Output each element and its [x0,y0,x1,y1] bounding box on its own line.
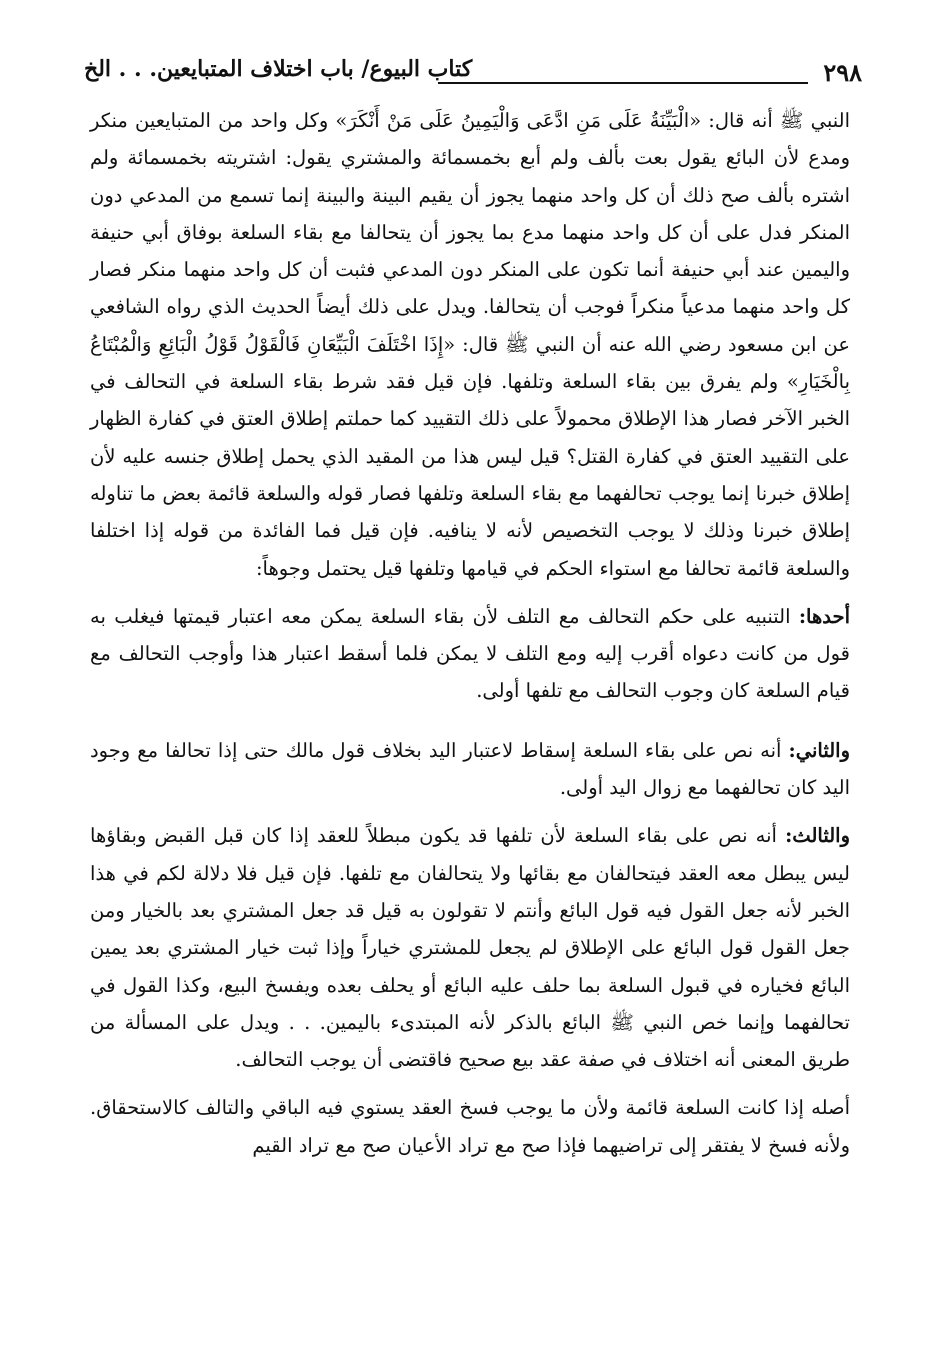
paragraph-3-lead: والثاني: [788,738,850,762]
paragraph-4-text: أنه نص على بقاء السلعة لأن تلفها قد يكون مبطلاً للعقد إذا كان قبل القبض وبقاؤها ليس يبطل معه العقد فيتحالفان مع بقائها ولا يتحالفان مع تلفها. فإن قيل فلا دلالة لكم في هذا الخبر لأنه جعل القول فيه قول البائع وأنتم لا تقولون به قيل قد جعل المشتري بعد بالخيار ومن جعل القول قول البائع على الإطلاق لم يجعل للمشتري خياراً وإذا ثبت خيار المشتري بعد يمين البائع فخياره في قبول السلعة بما حلف عليه البائع أو يحلف بعده ويفسخ البيع، وكذا القول في تحالفهما وإنما خص النبي ﷺ البائع بالذكر لأنه المبتدىء باليمين. . . ويدل على المسألة من طريق المعنى أنه اختلاف في صفة عقد بيع صحيح فاقتضى أن يوجب التحالف. [90,824,850,1072]
paragraph-4-lead: والثالث: [785,824,850,848]
paragraph-gap [90,587,850,598]
paragraph-gap [90,1078,850,1089]
paragraph-2-text: التنبيه على حكم التحالف مع التلف لأن بقاء السلعة يمكن معه اعتبار قيمتها فيغلب به قول من كانت دعواه أقرب إليه ومع التلف لا يمكن فلما أسقط اعتبار هذا وأوجب التحالف مع قيام السلعة كان وجوب التحالف مع تلفها أولى. [90,604,850,703]
page-body [90,102,850,1164]
header-rule [438,82,808,84]
page-header [84,54,862,94]
page-number: ٢٩٨ [823,58,862,87]
paragraph-3 [90,732,850,807]
paragraph-5: أصله إذا كانت السلعة قائمة ولأن ما يوجب فسخ العقد يستوي فيه الباقي والتالف كالاستحقاق. ولأنه فسخ لا يفتقر إلى تراضيهما فإذا صح مع تراد الأعيان صح مع تراد القيم [90,1096,850,1157]
paragraph-gap [90,710,850,732]
paragraph-2 [90,598,850,710]
running-title: كتاب البيوع/ باب اختلاف المتبايعين. . . الخ [84,56,473,82]
paragraph-2-lead: أحدها: [798,604,850,628]
paragraph-gap [90,806,850,817]
paragraph-1: النبي ﷺ أنه قال: «الْبَيِّنَةُ عَلَى مَنِ ادَّعَى وَالْيَمِينُ عَلَى مَنْ أَنْكَرَ» وكل واحد من المتبايعين منكر ومدع لأن البائع يقول بعت بألف ولم أبع بخمسمائة والمشتري يقول: اشتريته بخمسمائة ولم اشتره بألف صح ذلك أن كل واحد منهما يجوز أن يقيم البينة والبينة إنما تسمع من المدعي دون المنكر فدل على أن كل واحد منهما مدع بما يجوز أن يتحالفا مع بقاء السلعة بوفاق أبي حنيفة واليمين عند أبي حنيفة أنما تكون على المنكر دون المدعي فثبت أن كل واحد منهما منكر فصار كل واحد منهما مدعياً منكراً فوجب أن يتحالفا. ويدل على ذلك أيضاً الحديث الذي رواه الشافعي عن ابن مسعود رضي الله عنه أن النبي ﷺ قال: «إِذَا اخْتَلَفَ الْبَيِّعَانِ فَالْقَوْلُ قَوْلُ الْبَائِعِ وَالْمُبْتَاعُ بِالْخَيَارِ» ولم يفرق بين بقاء السلعة وتلفها. فإن قيل فقد شرط بقاء السلعة في التحالف في الخبر الآخر فصار هذا الإطلاق محمولاً على ذلك التقييد كما حملتم إطلاق العتق في كفارة الظهار على التقييد العتق في كفارة القتل؟ قيل ليس هذا من المقيد الذي يحمل إطلاق جنسه عليه لأن إطلاق خبرنا إنما يوجب تحالفهما مع بقاء السلعة وتلفها فصار قوله والسلعة قائمة بعض ما تناوله إطلاق خبرنا وذلك لا يوجب التخصيص لأنه لا ينافيه. فإن قيل فما الفائدة من قوله إذا اختلفا والسلعة قائمة تحالفا مع استواء الحكم في قيامها وتلفها قيل يحتمل وجوهاً: [90,109,850,580]
paragraph-3-text: أنه نص على بقاء السلعة إسقاط لاعتبار اليد بخلاف قول مالك حتى إذا تحالفا مع وجود اليد كان تحالفهما مع زوال اليد أولى. [90,738,850,800]
paragraph-4 [90,817,850,1078]
